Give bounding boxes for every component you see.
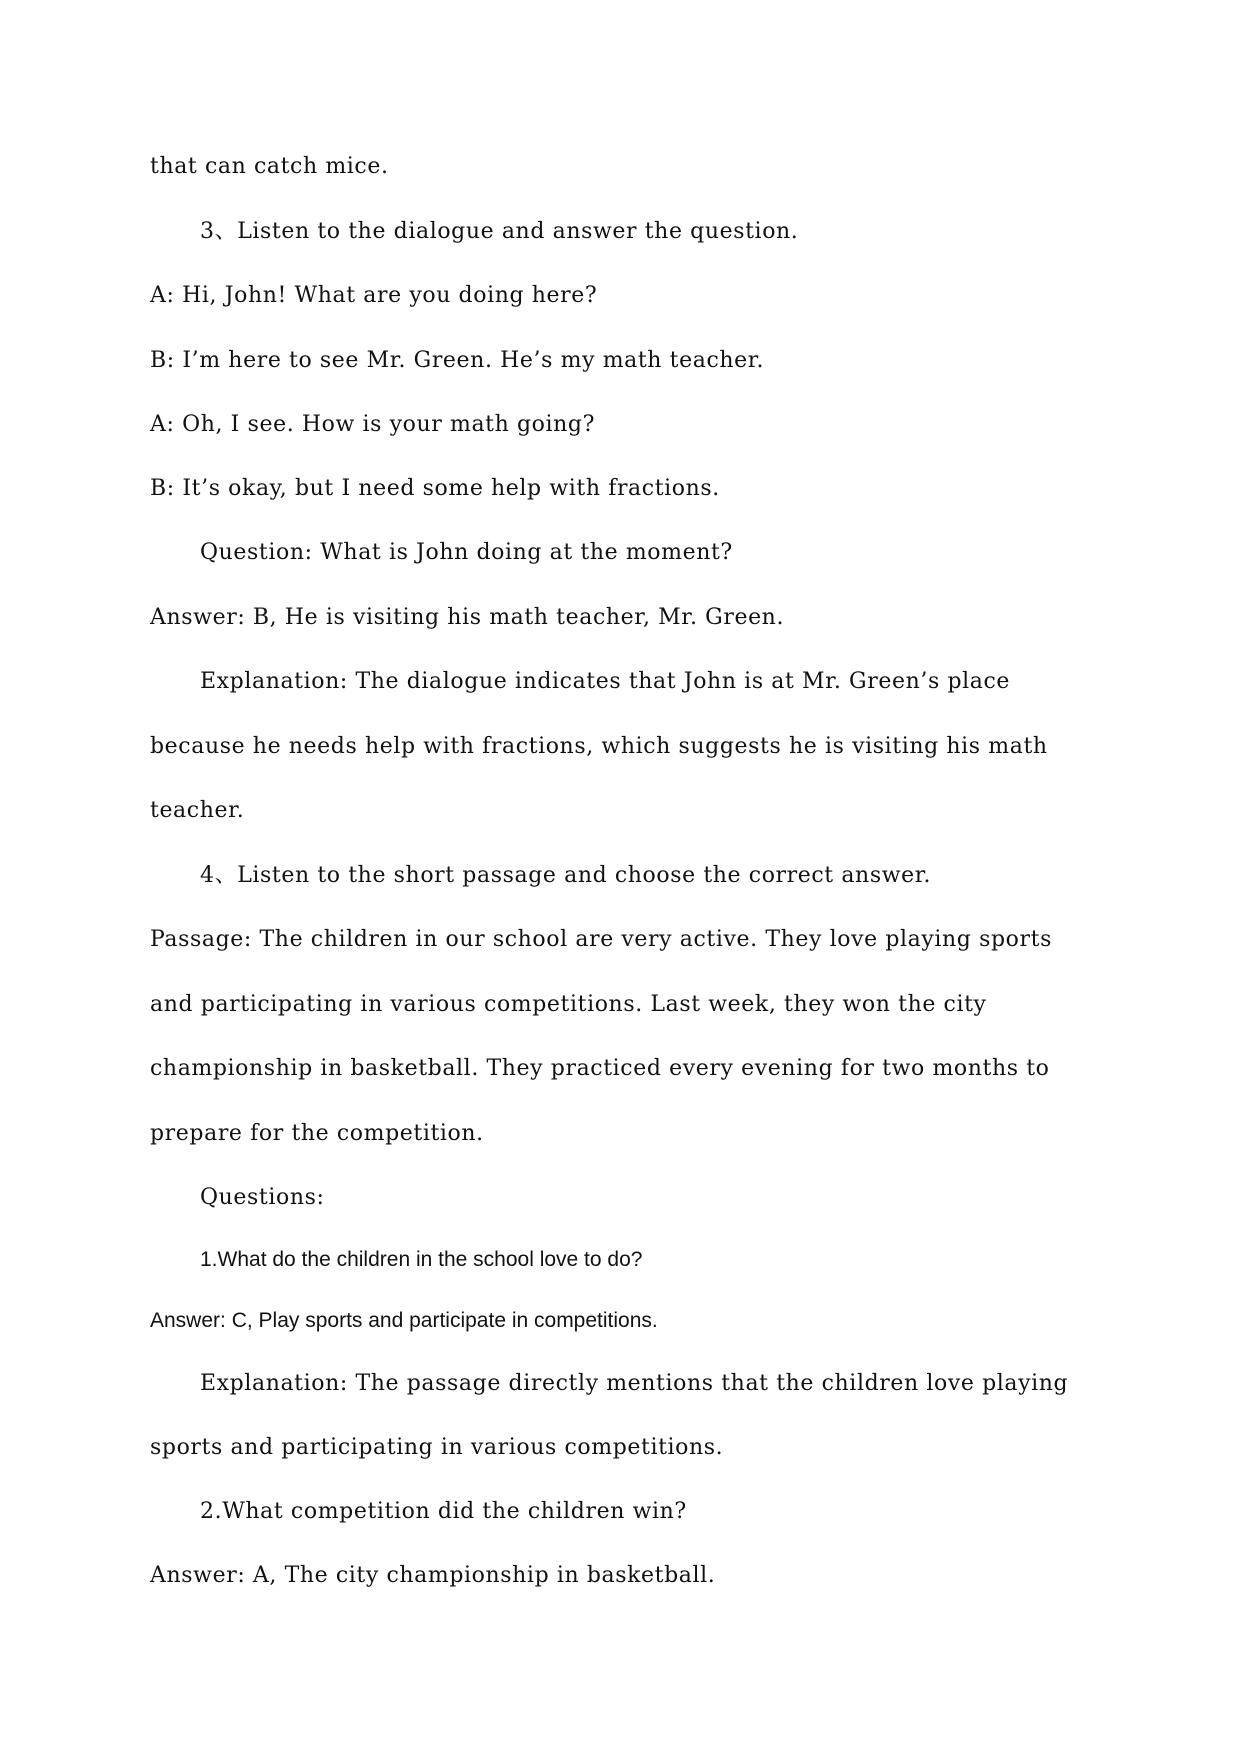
text-line-22: 2.What competition did the children win? (200, 1499, 687, 1524)
text-line-5: A: Oh, I see. How is your math going? (150, 412, 596, 437)
text-line-18: 1.What do the children in the school love to do? (200, 1248, 643, 1271)
text-line-7: Question: What is John doing at the moment? (200, 540, 733, 565)
text-line-6: B: It’s okay, but I need some help with fractions. (150, 476, 720, 501)
text-line-17: Questions: (200, 1185, 325, 1210)
text-line-21: sports and participating in various competitions. (150, 1435, 724, 1460)
text-line-14: and participating in various competitions. Last week, they won the city (150, 992, 987, 1017)
text-line-8: Answer: B, He is visiting his math teacher, Mr. Green. (150, 605, 785, 630)
text-line-19: Answer: C, Play sports and participate in competitions. (150, 1309, 658, 1332)
text-line-10: because he needs help with fractions, which suggests he is visiting his math (150, 734, 1048, 759)
text-line-11: teacher. (150, 798, 245, 823)
text-line-2: 3、Listen to the dialogue and answer the question. (200, 219, 799, 244)
text-line-4: B: I’m here to see Mr. Green. He’s my math teacher. (150, 348, 765, 373)
text-line-3: A: Hi, John! What are you doing here? (150, 283, 598, 308)
text-line-12: 4、Listen to the short passage and choose the correct answer. (200, 863, 932, 888)
text-line-20: Explanation: The passage directly mentions that the children love playing (200, 1371, 1069, 1396)
text-line-9: Explanation: The dialogue indicates that John is at Mr. Green’s place (200, 669, 1011, 694)
text-line-23: Answer: A, The city championship in basketball. (150, 1563, 716, 1588)
text-line-16: prepare for the competition. (150, 1121, 484, 1146)
text-line-1: that can catch mice. (150, 154, 389, 179)
text-line-15: championship in basketball. They practiced every evening for two months to (150, 1056, 1050, 1081)
text-line-13: Passage: The children in our school are very active. They love playing sports (150, 927, 1052, 952)
